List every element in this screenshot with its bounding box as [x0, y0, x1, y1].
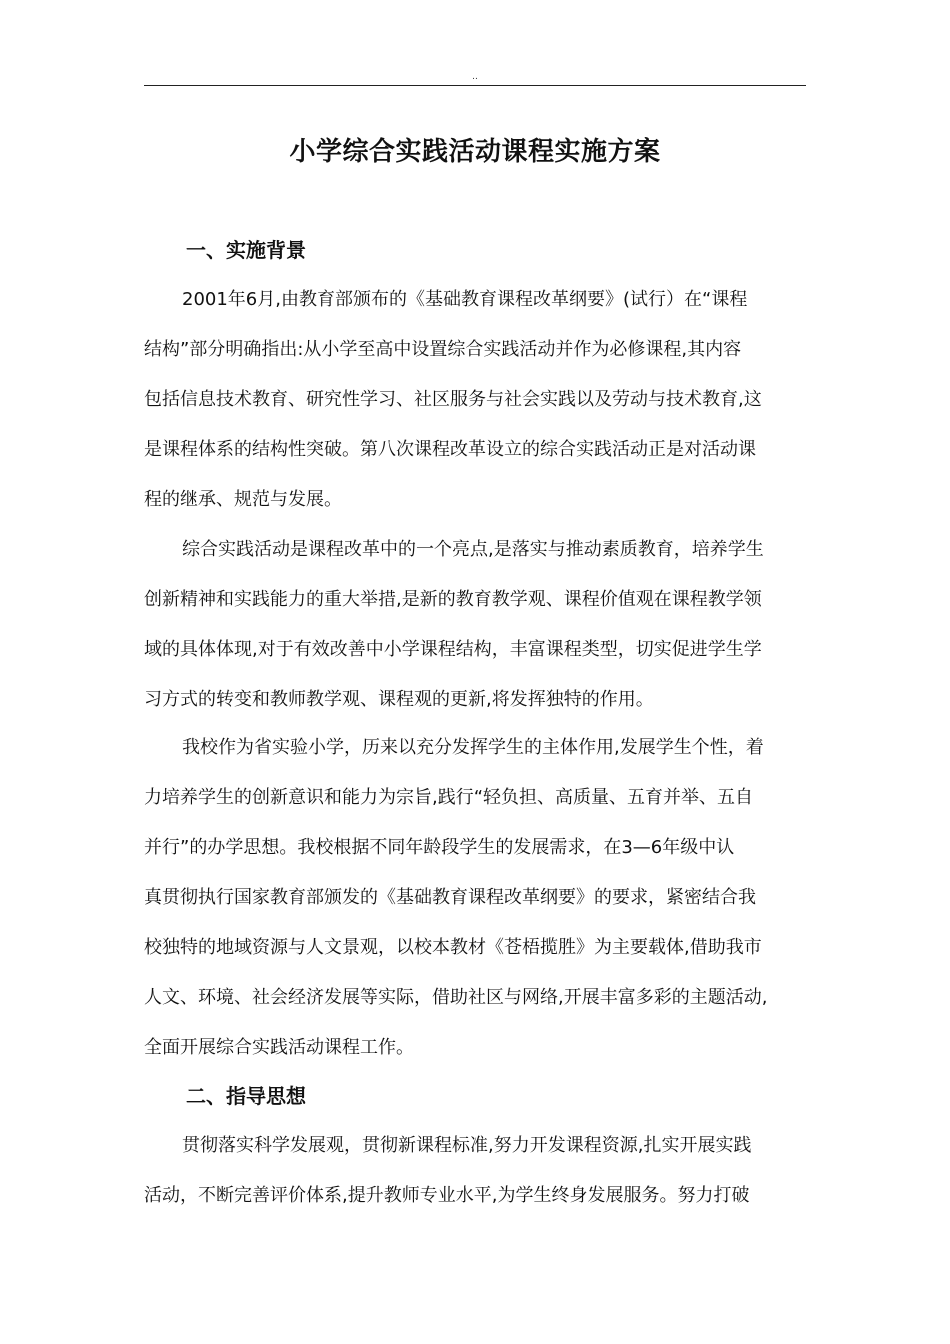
paragraph-line: 人文、环境、社会经济发展等实际，借助社区与网络,开展丰富多彩的主题活动, [144, 987, 768, 1008]
paragraph-line: 习方式的转变和教师教学观、课程观的更新,将发挥独特的作用。 [144, 689, 654, 710]
paragraph [144, 525, 806, 725]
paragraph-line: 并行”的办学思想。我校根据不同年龄段学生的发展需求，在3—6年级中认 [144, 837, 735, 858]
section-heading-guiding: 二、指导思想 [186, 1084, 306, 1108]
document-title: 小学综合实践活动课程实施方案 [289, 137, 661, 167]
paragraph-line: 包括信息技术教育、研究性学习、社区服务与社会实践以及劳动与技术教育,这 [144, 389, 762, 410]
paragraph-line: 是课程体系的结构性突破。第八次课程改革设立的综合实践活动正是对活动课 [144, 439, 756, 460]
paragraph-line: 活动，不断完善评价体系,提升教师专业水平,为学生终身发展服务。努力打破 [144, 1185, 750, 1206]
paragraph-line: 结构”部分明确指出:从小学至高中设置综合实践活动并作为必修课程,其内容 [144, 339, 742, 360]
paragraph-line: 校独特的地域资源与人文景观，以校本教材《苍梧揽胜》为主要载体,借助我市 [144, 937, 762, 958]
paragraph-line: 我校作为省实验小学，历来以充分发挥学生的主体作用,发展学生个性，着 [182, 737, 764, 758]
paragraph [144, 275, 806, 525]
paragraph-line: 全面开展综合实践活动课程工作。 [144, 1037, 414, 1058]
paragraph [144, 723, 806, 1073]
paragraph [144, 1121, 806, 1221]
header-rule [144, 85, 806, 86]
paragraph-line: 创新精神和实践能力的重大举措,是新的教育教学观、课程价值观在课程教学领 [144, 589, 762, 610]
paragraph-line: 2001年6月,由教育部颁布的《基础教育课程改革纲要》(试行）在“课程 [182, 289, 748, 310]
paragraph-line: 程的继承、规范与发展。 [144, 489, 342, 510]
section-heading-background: 一、实施背景 [186, 238, 306, 262]
paragraph-line: 真贯彻执行国家教育部颁发的《基础教育课程改革纲要》的要求，紧密结合我 [144, 887, 756, 908]
paragraph-line: 力培养学生的创新意识和能力为宗旨,践行“轻负担、高质量、五育并举、五自 [144, 787, 754, 808]
header-mark: .. [472, 72, 478, 82]
paragraph-line: 贯彻落实科学发展观，贯彻新课程标准,努力开发课程资源,扎实开展实践 [182, 1135, 752, 1156]
paragraph-line: 综合实践活动是课程改革中的一个亮点,是落实与推动素质教育，培养学生 [182, 539, 764, 560]
paragraph-line: 域的具体体现,对于有效改善中小学课程结构，丰富课程类型，切实促进学生学 [144, 639, 762, 660]
